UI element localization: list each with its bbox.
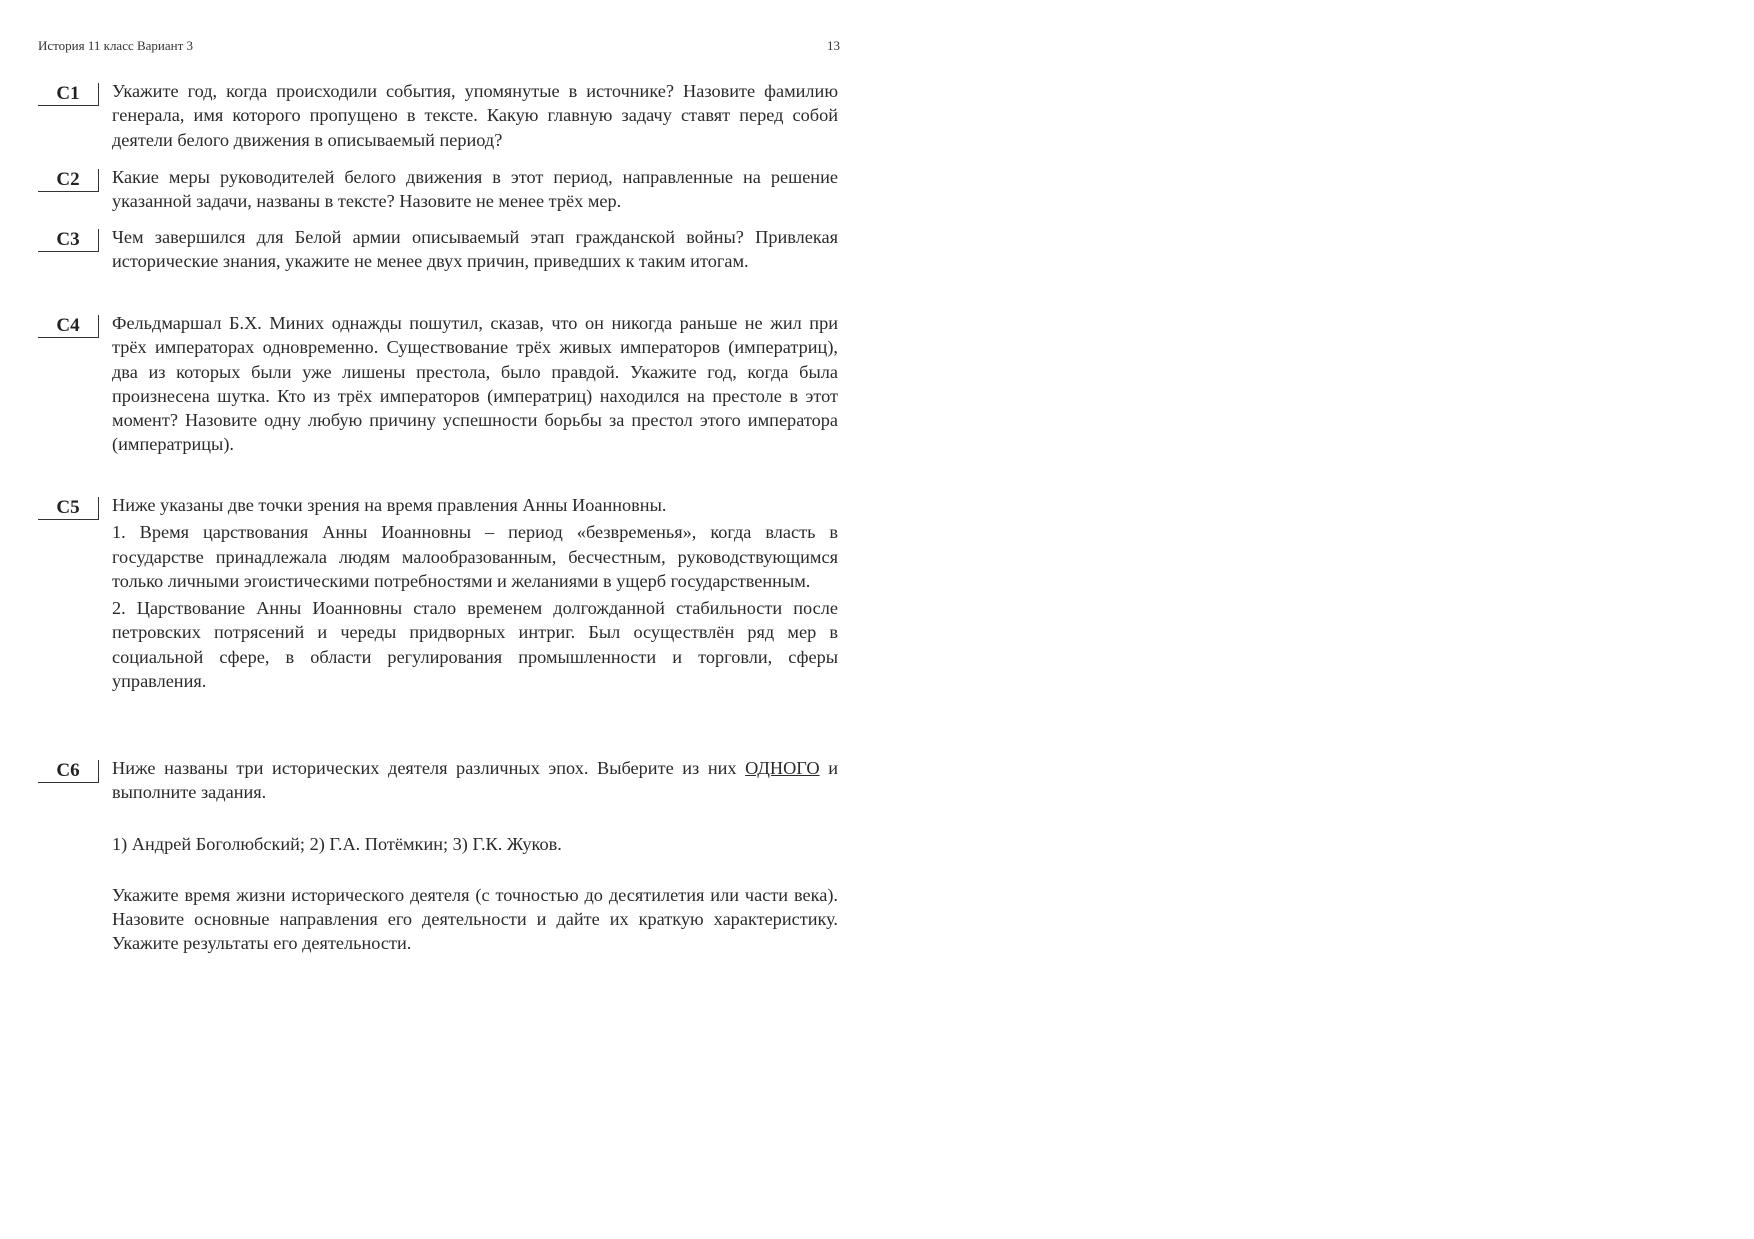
task-paragraph: Какие меры руководителей белого движения в этот период, направленные на решение указанной задачи, названы в тексте? Назовите не менее трёх мер. [112,167,838,212]
task-text [112,311,838,457]
task-label: С1 [38,83,99,106]
task-paragraph: Ниже указаны две точки зрения на время правления Анны Иоанновны. [112,495,667,515]
task-label: С6 [38,760,99,783]
task-text [112,493,838,693]
viewpoint-2: 2. Царствование Анны Иоанновны стало временем долгожданной стабильности после петровских потрясений и череды придворных интриг. Был осуществлён ряд мер в социальной сфере, в области регулирования промышленности и торговли, сферы управления. [112,598,838,692]
task-label: С3 [38,229,99,252]
task-text [112,225,838,274]
intro-text-end: и выполните задания. [112,758,838,803]
task-text [112,165,838,214]
running-header [38,38,840,58]
viewpoint-1: 1. Время царствования Анны Иоанновны – период «безвременья», когда власть в государстве принадлежала людям малообразованным, бесчестным, руководствующимся только личными эгоистическими потребностями и желаниями в ущерб государственным. [112,522,838,591]
header-subject: История 11 класс Вариант 3 [38,38,194,53]
underlined-word: ОДНОГО [745,758,820,778]
task-intro [112,756,838,805]
task-paragraph: Чем завершился для Белой армии описываемый этап гражданской войны? Привлекая исторические знания, укажите не менее двух причин, приведших к таким итогам. [112,227,838,272]
task-paragraph: Укажите год, когда происходили события, упомянутые в источнике? Назовите фамилию генерала, имя которого пропущено в тексте. Какую главную задачу ставят перед собой деятели белого движения в описываемый период? [112,81,838,150]
intro-text: Ниже названы три исторических деятеля различных эпох. Выберите из них [112,758,737,778]
task-text [112,79,838,152]
page-number: 13 [827,38,840,53]
task-label: С5 [38,497,99,520]
historical-figures-list: 1) Андрей Боголюбский; 2) Г.А. Потёмкин; 3) Г.К. Жуков. [112,833,562,854]
task-label: С4 [38,315,99,338]
task-text [112,756,838,956]
task-instruction: Укажите время жизни исторического деятеля (с точностью до десятилетия или части века). Назовите основные направления его деятельности и дайте их краткую характеристику. Укажите результаты его деятельности. [112,884,838,954]
task-paragraph: Фельдмаршал Б.Х. Миних однажды пошутил, сказав, что он никогда раньше не жил при трёх императорах одновременно. Существование трёх живых императоров (императриц), два из которых были уже лишены престола, было правдой. Укажите год, когда была произнесена шутка. Кто из трёх императоров (императриц) находился на престоле в этот момент? Назовите одну любую причину успешности борьбы за престол этого императора (императрицы). [112,313,838,455]
task-label: С2 [38,169,99,192]
